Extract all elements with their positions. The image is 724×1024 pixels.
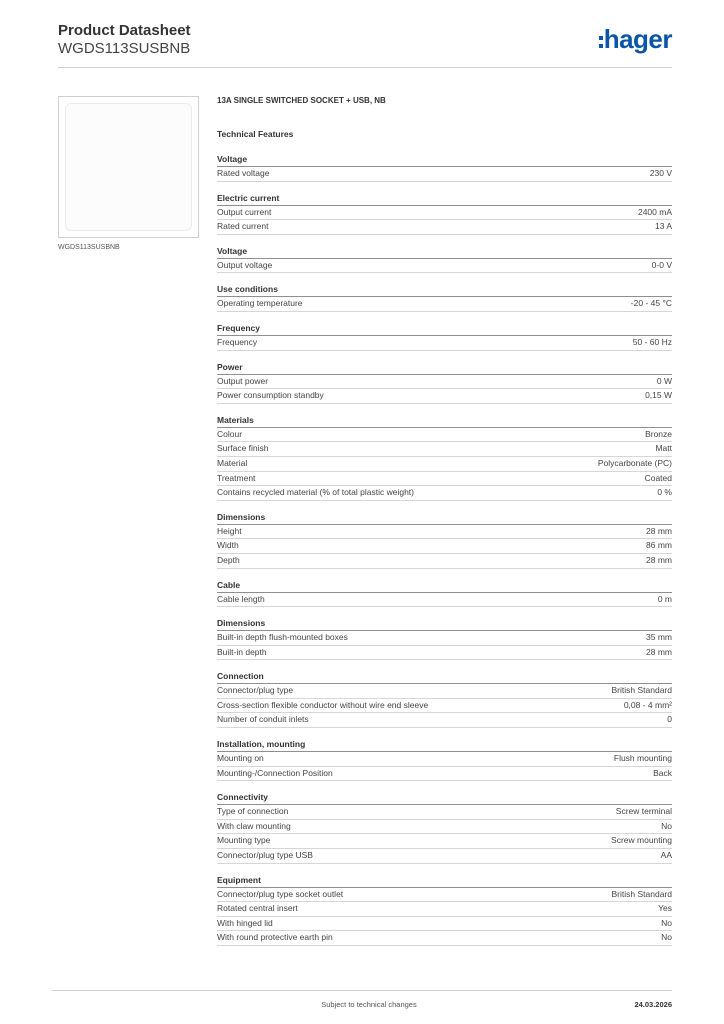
spec-group-title: Frequency xyxy=(217,322,672,336)
spec-label: With hinged lid xyxy=(217,917,273,928)
spec-value: Flush mounting xyxy=(613,753,672,764)
spec-label: Output voltage xyxy=(217,259,273,270)
page-header xyxy=(58,22,672,68)
spec-label: Connector/plug type USB xyxy=(217,850,313,861)
spec-group-title: Equipment xyxy=(217,874,672,888)
spec-group xyxy=(217,617,672,660)
spec-row xyxy=(217,646,672,661)
spec-group xyxy=(217,874,672,946)
spec-group-title: Power xyxy=(217,361,672,375)
spec-label: Mounting-/Connection Position xyxy=(217,767,333,778)
document-title: Product Datasheet xyxy=(58,22,191,39)
spec-group-title: Materials xyxy=(217,414,672,428)
spec-label: Contains recycled material (% of total plastic weight) xyxy=(217,487,414,498)
spec-value: 28 mm xyxy=(646,525,672,536)
spec-row xyxy=(217,525,672,540)
spec-row xyxy=(217,259,672,274)
spec-group-title: Connection xyxy=(217,670,672,684)
spec-row xyxy=(217,767,672,782)
spec-value: Polycarbonate (PC) xyxy=(597,457,672,468)
spec-row xyxy=(217,752,672,767)
spec-value: No xyxy=(661,932,672,943)
spec-group-title: Cable xyxy=(217,579,672,593)
spec-value: British Standard xyxy=(611,685,672,696)
spec-group xyxy=(217,192,672,235)
spec-row xyxy=(217,428,672,443)
spec-row xyxy=(217,206,672,221)
spec-row xyxy=(217,297,672,312)
spec-label: Type of connection xyxy=(217,806,289,817)
spec-row xyxy=(217,593,672,608)
product-name: 13A SINGLE SWITCHED SOCKET + USB, NB xyxy=(217,96,386,105)
spec-value: 0,08 - 4 mm² xyxy=(623,699,672,710)
spec-row xyxy=(217,917,672,932)
product-code: WGDS113SUSBNB xyxy=(58,40,191,57)
spec-group-title: Use conditions xyxy=(217,283,672,297)
spec-row xyxy=(217,539,672,554)
spec-group-title: Connectivity xyxy=(217,791,672,805)
spec-label: Mounting type xyxy=(217,835,271,846)
spec-value: Coated xyxy=(644,472,672,483)
spec-groups xyxy=(217,153,672,946)
spec-row xyxy=(217,631,672,646)
spec-label: Output current xyxy=(217,206,272,217)
logo-text: hager xyxy=(603,24,672,54)
spec-row xyxy=(217,834,672,849)
spec-value: AA xyxy=(660,850,672,861)
spec-value: British Standard xyxy=(611,888,672,899)
spec-group xyxy=(217,361,672,404)
spec-label: Surface finish xyxy=(217,443,269,454)
spec-row xyxy=(217,457,672,472)
spec-group xyxy=(217,245,672,274)
socket-plate-image xyxy=(65,103,192,231)
spec-group xyxy=(217,579,672,608)
spec-value: 0 m xyxy=(657,593,672,604)
spec-value: 0-0 V xyxy=(651,259,672,270)
spec-label: Depth xyxy=(217,554,240,565)
spec-row xyxy=(217,849,672,864)
spec-group xyxy=(217,791,672,863)
spec-value: 0 % xyxy=(657,487,672,498)
spec-value: 0 xyxy=(667,714,672,725)
spec-group-title: Dimensions xyxy=(217,617,672,631)
spec-label: Rated voltage xyxy=(217,168,270,178)
spec-value: 230 V xyxy=(649,168,672,178)
spec-row xyxy=(217,820,672,835)
spec-value: No xyxy=(661,820,672,831)
spec-content xyxy=(217,96,672,946)
spec-label: Operating temperature xyxy=(217,298,303,309)
spec-row xyxy=(217,684,672,699)
spec-row xyxy=(217,902,672,917)
spec-value: 50 - 60 Hz xyxy=(632,336,672,347)
spec-row xyxy=(217,167,672,182)
spec-label: With round protective earth pin xyxy=(217,932,333,943)
spec-row xyxy=(217,375,672,390)
spec-row xyxy=(217,931,672,946)
spec-value: 86 mm xyxy=(646,540,672,551)
spec-group-title: Electric current xyxy=(217,192,672,206)
spec-value: No xyxy=(661,917,672,928)
technical-features-heading: Technical Features xyxy=(217,129,294,139)
image-caption: WGDS113SUSBNB xyxy=(58,244,120,251)
spec-label: Treatment xyxy=(217,472,256,483)
spec-row xyxy=(217,713,672,728)
spec-row xyxy=(217,472,672,487)
spec-label: Colour xyxy=(217,428,243,439)
spec-label: Frequency xyxy=(217,336,258,347)
spec-group xyxy=(217,511,672,569)
spec-group xyxy=(217,153,672,182)
spec-value: 28 mm xyxy=(646,554,672,565)
spec-value: 0,15 W xyxy=(645,390,672,401)
spec-label: Output power xyxy=(217,375,269,386)
spec-row xyxy=(217,442,672,457)
spec-value: Back xyxy=(653,767,672,778)
spec-group xyxy=(217,283,672,312)
spec-value: Screw terminal xyxy=(615,806,672,817)
spec-label: Connector/plug type socket outlet xyxy=(217,888,344,899)
spec-row xyxy=(217,336,672,351)
spec-group-title: Installation, mounting xyxy=(217,738,672,752)
spec-label: Cable length xyxy=(217,593,265,604)
footer-note: Subject to technical changes xyxy=(321,1000,417,1009)
spec-label: Number of conduit inlets xyxy=(217,714,309,725)
spec-value: 13 A xyxy=(654,221,672,232)
spec-group-title: Voltage xyxy=(217,153,672,167)
spec-value: 28 mm xyxy=(646,646,672,657)
spec-group-title: Voltage xyxy=(217,245,672,259)
spec-label: Width xyxy=(217,540,239,551)
spec-row xyxy=(217,699,672,714)
spec-label: Rotated central insert xyxy=(217,903,298,914)
spec-row xyxy=(217,486,672,501)
spec-label: Built-in depth xyxy=(217,646,267,657)
spec-row xyxy=(217,805,672,820)
product-image xyxy=(58,96,199,238)
spec-label: Connector/plug type xyxy=(217,685,294,696)
spec-value: 35 mm xyxy=(646,632,672,643)
spec-value: -20 - 45 °C xyxy=(630,298,672,309)
spec-label: Mounting on xyxy=(217,753,264,764)
logo-colon-icon xyxy=(599,32,603,49)
spec-row xyxy=(217,888,672,903)
page-footer xyxy=(52,990,672,1014)
spec-row xyxy=(217,220,672,235)
spec-value: Bronze xyxy=(645,428,672,439)
spec-value: Matt xyxy=(655,443,672,454)
spec-label: Built-in depth flush-mounted boxes xyxy=(217,632,348,643)
spec-label: Cross-section flexible conductor without wire end sleeve xyxy=(217,699,429,710)
spec-group xyxy=(217,414,672,501)
spec-label: With claw mounting xyxy=(217,820,291,831)
spec-value: 2400 mA xyxy=(637,206,672,217)
spec-group-title: Dimensions xyxy=(217,511,672,525)
spec-value: 0 W xyxy=(656,375,672,386)
spec-label: Rated current xyxy=(217,221,269,232)
spec-row xyxy=(217,554,672,569)
spec-row xyxy=(217,389,672,404)
footer-date: 24.03.2026 xyxy=(634,1000,672,1009)
spec-label: Power consumption standby xyxy=(217,390,324,401)
spec-label: Height xyxy=(217,525,242,536)
spec-group xyxy=(217,670,672,728)
spec-group xyxy=(217,322,672,351)
hager-logo xyxy=(599,26,672,52)
spec-value: Screw mounting xyxy=(611,835,672,846)
spec-label: Material xyxy=(217,457,248,468)
spec-value: Yes xyxy=(658,903,672,914)
spec-group xyxy=(217,738,672,781)
